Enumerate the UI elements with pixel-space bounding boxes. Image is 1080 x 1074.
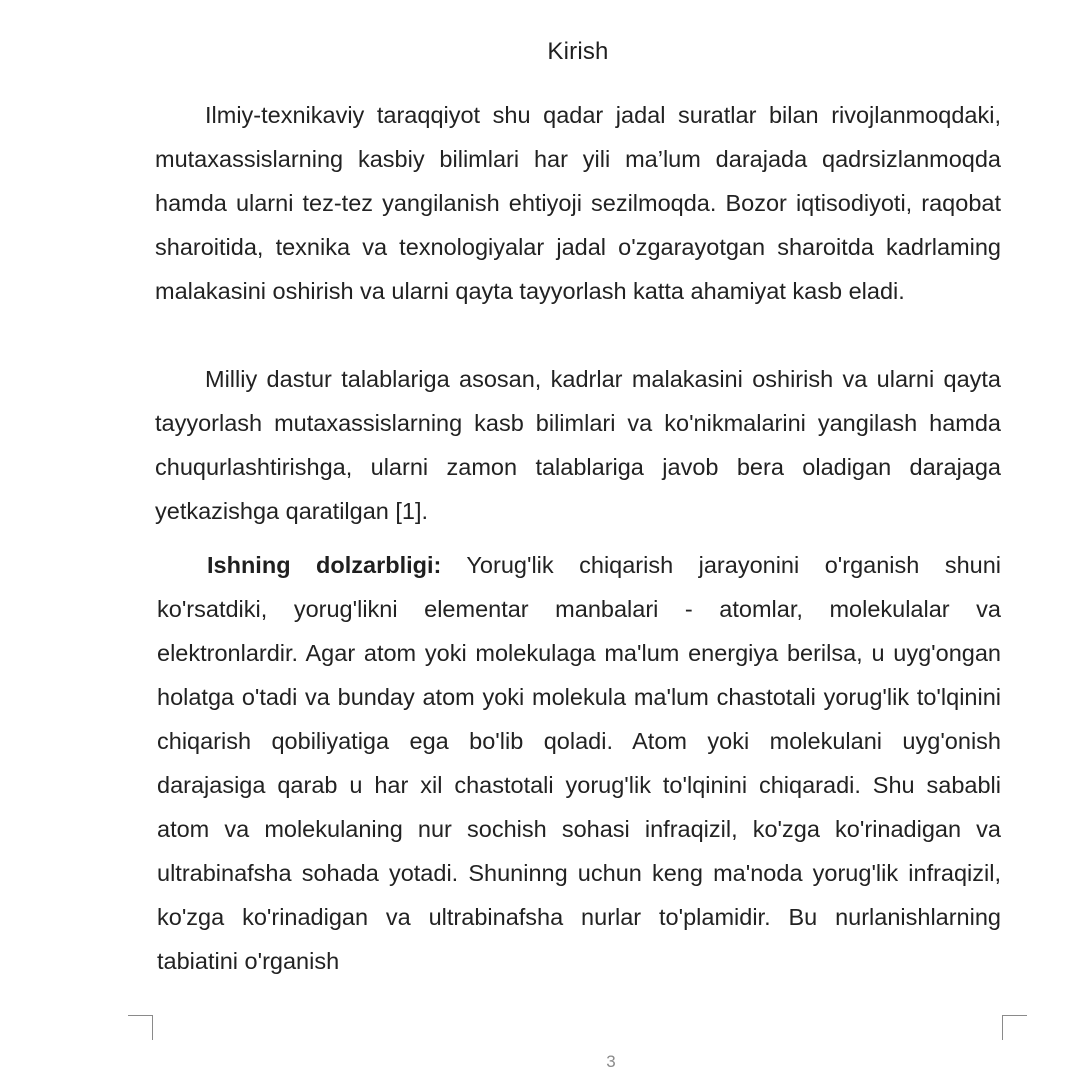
margin-corner-mark-left	[128, 1015, 153, 1040]
section-text: Yorug'lik chiqarish jarayonini o'rganish shuni ko'rsatdiki, yorug'likni elementar manbalari - atomlar, molekulalar va elektronlardir. Agar atom yoki molekulaga ma'lum energiya berilsa, u uyg'ongan holatga o'tadi va bunday atom yoki molekula ma'lum chastotali yorug'lik to'lqinini chiqarish qobiliyatiga ega bo'lib qoladi. Atom yoki molekulani uyg'onish darajasiga qarab u har xil chastotali yorug'lik to'lqinini chiqaradi. Shu sababli atom va molekulaning nur sochish sohasi infraqizil, ko'zga ko'rinadigan va ultrabinafsha sohada yotadi. Shuninng uchun keng ma'noda yorug'lik infraqizil, ko'zga ko'rinadigan va ultrabinafsha nurlar to'plamidir. Bu nurlanishlarning tabiatini o'rganish	[157, 552, 1001, 974]
paragraph-national-program: Milliy dastur talablariga asosan, kadrlar malakasini oshirish va ularni qayta tayyorlash mutaxassislarning kasb bilimlari va ko'nikmalarini yangilash hamda chuqurlashtirishga, ularni zamon talablariga javob bera oladigan darajaga yetkazishga qaratilgan [1].	[155, 366, 1001, 524]
margin-corner-mark-right	[1002, 1015, 1027, 1040]
section-heading: Ishning dolzarbligi:	[207, 552, 442, 578]
page-number: 3	[606, 1052, 616, 1071]
paragraph-intro: Ilmiy-texnikaviy taraqqiyot shu qadar jadal suratlar bilan rivojlanmoqdaki, mutaxassislarning kasbiy bilimlari har yili ma’lum darajada qadrsizlanmoqda hamda ularni tez-tez yangilanish ehtiyoji sezilmoqda. Bozor iqtisodiyoti, raqobat sharoitida, texnika va texnologiyalar jadal o'zgarayotgan sharoitda kadrlaming malakasini oshirish va ularni qayta tayyorlash katta ahamiyat kasb eladi.	[155, 102, 1001, 304]
page-title: Kirish	[547, 38, 609, 65]
paragraph-relevance	[157, 543, 1001, 983]
